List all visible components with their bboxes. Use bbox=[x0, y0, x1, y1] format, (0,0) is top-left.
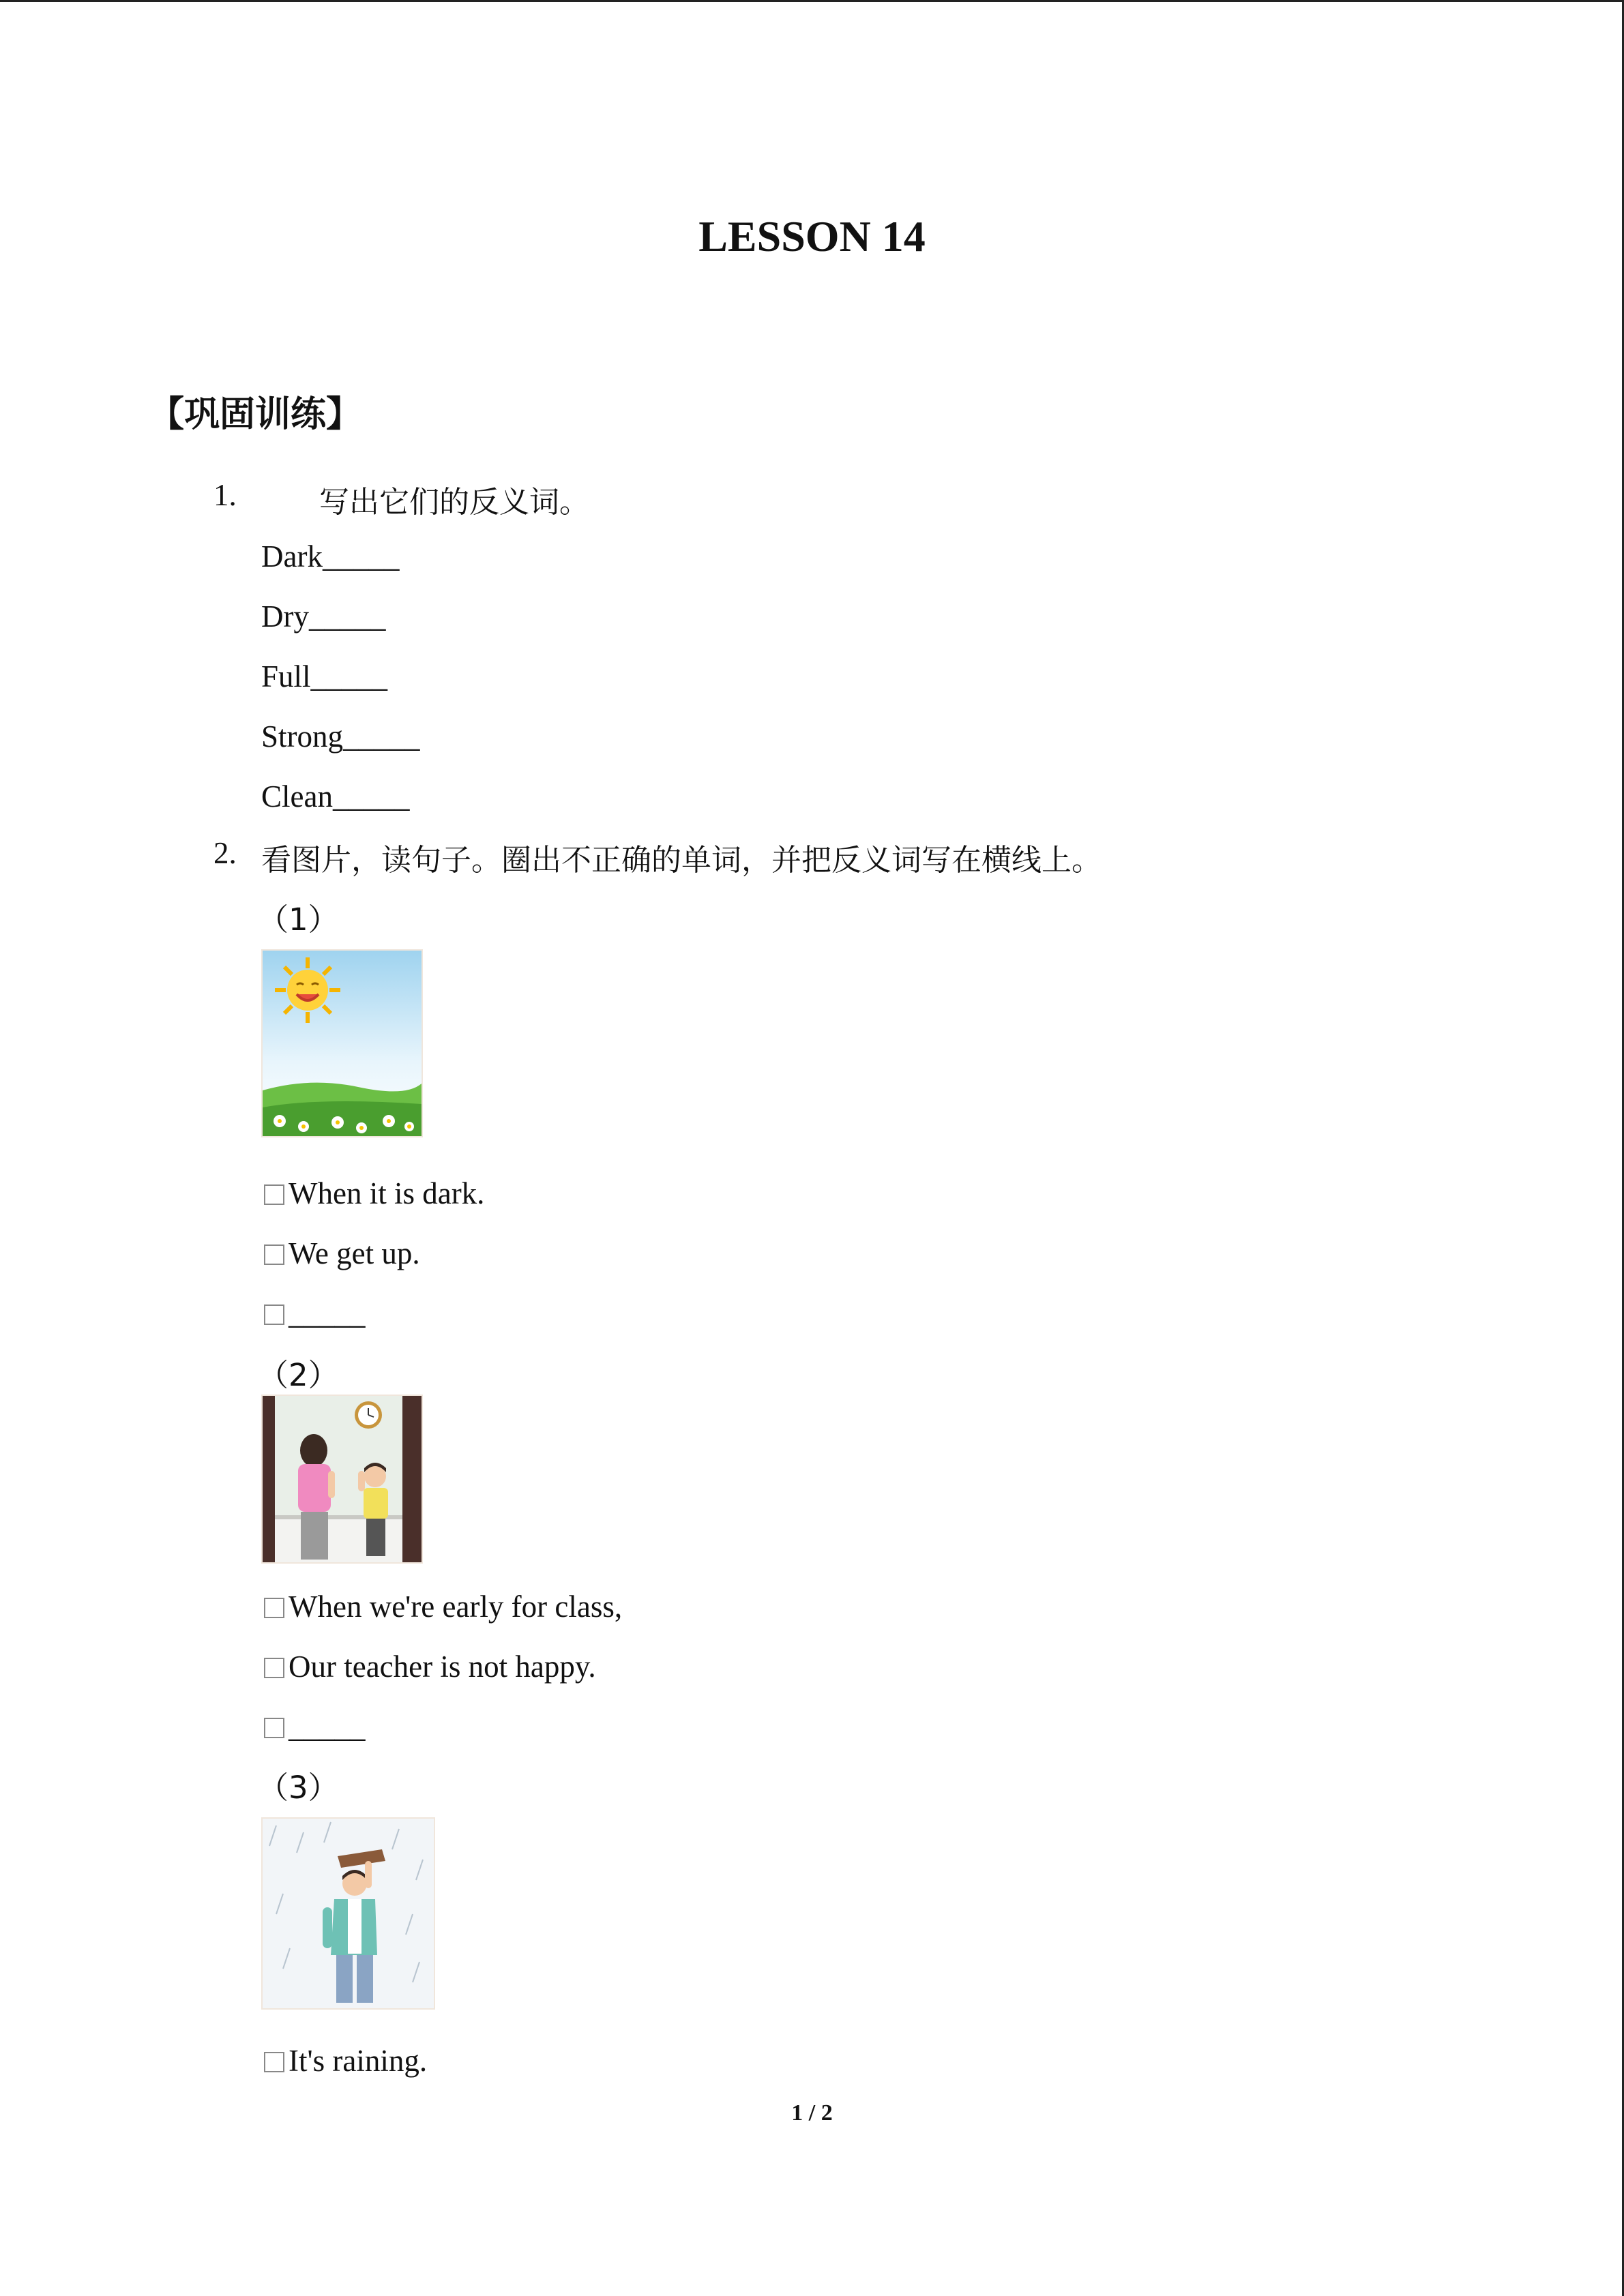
q2-part-1-label: （1） bbox=[258, 901, 339, 938]
checkbox-icon[interactable] bbox=[264, 1658, 284, 1678]
q1-word-4 bbox=[261, 719, 420, 754]
wall-clock-icon bbox=[355, 1401, 382, 1429]
q2-part-1-line-1 bbox=[264, 1176, 484, 1211]
q2-part-2-line-3 bbox=[264, 1709, 366, 1744]
checkbox-icon[interactable] bbox=[264, 1244, 284, 1265]
q2-instruction: 看图片，读句子。圈出不正确的单词，并把反义词写在横线上。 bbox=[261, 843, 1102, 878]
checkbox-icon[interactable] bbox=[264, 1184, 284, 1205]
checkbox-icon[interactable] bbox=[264, 1304, 284, 1325]
sentence-text: It's raining. bbox=[289, 2044, 428, 2078]
word-label: Dark bbox=[261, 539, 323, 573]
page-top-border bbox=[0, 0, 1624, 2]
q1-word-1 bbox=[261, 539, 399, 574]
sentence-text: When it is dark. bbox=[289, 1176, 485, 1210]
classroom-picture bbox=[261, 1395, 423, 1564]
sunny-meadow-picture bbox=[261, 949, 423, 1137]
q2-part-2-label: （2） bbox=[258, 1357, 339, 1393]
checkbox-icon[interactable] bbox=[264, 1598, 284, 1618]
man-in-rain-illustration bbox=[263, 1819, 434, 2008]
word-label: Strong bbox=[261, 719, 344, 754]
answer-blank: _____ bbox=[332, 779, 410, 814]
word-label: Full bbox=[261, 659, 311, 694]
q2-part-2-line-2 bbox=[264, 1649, 596, 1684]
q1-instruction: 写出它们的反义词。 bbox=[319, 485, 589, 520]
q1-word-3 bbox=[261, 659, 387, 694]
q1-number: 1. bbox=[213, 478, 237, 512]
q2-part-1-line-2 bbox=[264, 1236, 420, 1271]
answer-blank: _____ bbox=[322, 539, 400, 573]
sentence-text: Our teacher is not happy. bbox=[289, 1650, 596, 1684]
q1-word-2 bbox=[261, 599, 385, 634]
q2-part-1-line-3 bbox=[264, 1296, 366, 1331]
lesson-title: LESSON 14 bbox=[698, 212, 926, 260]
q2-part-3-label: （3） bbox=[258, 1770, 339, 1806]
word-label: Dry bbox=[261, 599, 309, 633]
answer-blank: _____ bbox=[289, 1296, 366, 1330]
sunny-meadow-illustration bbox=[263, 951, 422, 1136]
q2-part-3-line-1 bbox=[264, 2043, 427, 2078]
answer-blank: _____ bbox=[308, 599, 386, 633]
checkbox-icon[interactable] bbox=[264, 2052, 284, 2072]
rainy-day-picture bbox=[261, 1817, 435, 2010]
sentence-text: We get up. bbox=[289, 1236, 420, 1270]
section-heading: 【巩固训练】 bbox=[149, 394, 362, 435]
answer-blank: _____ bbox=[310, 659, 388, 694]
answer-blank: _____ bbox=[289, 1710, 366, 1744]
sun-icon bbox=[275, 957, 340, 1023]
checkbox-icon[interactable] bbox=[264, 1718, 284, 1738]
sentence-text: When we're early for class, bbox=[289, 1590, 623, 1624]
answer-blank: _____ bbox=[343, 719, 420, 754]
word-label: Clean bbox=[261, 779, 333, 814]
q2-part-2-line-1 bbox=[264, 1589, 622, 1624]
teacher-and-student-illustration bbox=[263, 1396, 422, 1562]
q2-number: 2. bbox=[213, 836, 237, 870]
page-number: 1 / 2 bbox=[791, 2100, 833, 2126]
q1-word-5 bbox=[261, 779, 409, 814]
